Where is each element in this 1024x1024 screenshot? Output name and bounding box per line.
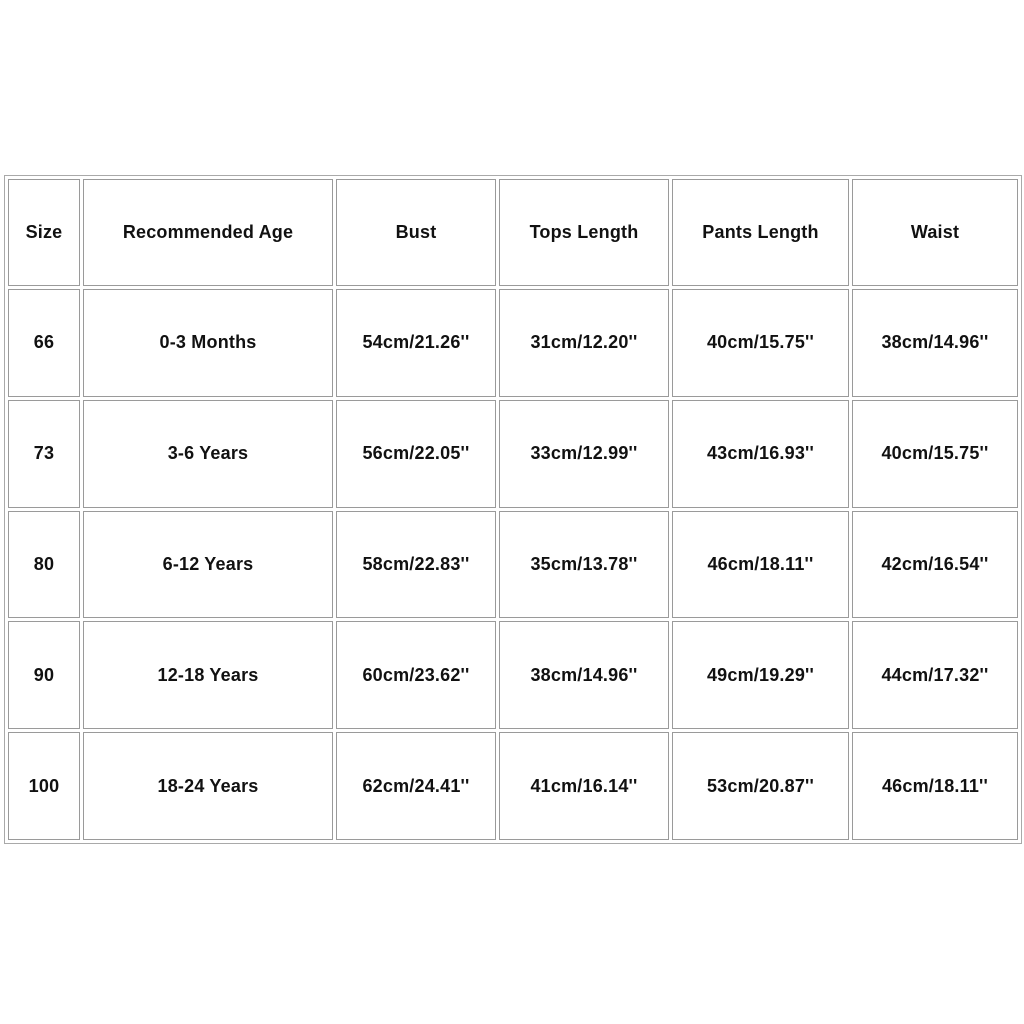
cell-pants-length: 46cm/18.11'' xyxy=(672,511,849,619)
cell-waist: 42cm/16.54'' xyxy=(852,511,1018,619)
header-pants-length: Pants Length xyxy=(672,179,849,286)
cell-pants-length: 40cm/15.75'' xyxy=(672,289,849,397)
header-recommended-age: Recommended Age xyxy=(83,179,333,286)
cell-bust: 58cm/22.83'' xyxy=(336,511,496,619)
cell-waist: 40cm/15.75'' xyxy=(852,400,1018,508)
table-row xyxy=(8,400,1018,508)
cell-size: 90 xyxy=(8,621,80,729)
cell-size: 66 xyxy=(8,289,80,397)
cell-bust: 54cm/21.26'' xyxy=(336,289,496,397)
cell-size: 80 xyxy=(8,511,80,619)
cell-bust: 62cm/24.41'' xyxy=(336,732,496,840)
cell-pants-length: 43cm/16.93'' xyxy=(672,400,849,508)
cell-recommended-age: 3-6 Years xyxy=(83,400,333,508)
table-header-row xyxy=(8,179,1018,286)
table-row xyxy=(8,289,1018,397)
cell-tops-length: 31cm/12.20'' xyxy=(499,289,669,397)
cell-pants-length: 49cm/19.29'' xyxy=(672,621,849,729)
cell-recommended-age: 6-12 Years xyxy=(83,511,333,619)
cell-waist: 46cm/18.11'' xyxy=(852,732,1018,840)
header-size: Size xyxy=(8,179,80,286)
cell-waist: 44cm/17.32'' xyxy=(852,621,1018,729)
cell-bust: 56cm/22.05'' xyxy=(336,400,496,508)
cell-tops-length: 33cm/12.99'' xyxy=(499,400,669,508)
cell-size: 100 xyxy=(8,732,80,840)
cell-recommended-age: 0-3 Months xyxy=(83,289,333,397)
cell-recommended-age: 12-18 Years xyxy=(83,621,333,729)
table-row xyxy=(8,621,1018,729)
cell-tops-length: 35cm/13.78'' xyxy=(499,511,669,619)
cell-recommended-age: 18-24 Years xyxy=(83,732,333,840)
cell-pants-length: 53cm/20.87'' xyxy=(672,732,849,840)
header-waist: Waist xyxy=(852,179,1018,286)
cell-tops-length: 41cm/16.14'' xyxy=(499,732,669,840)
header-tops-length: Tops Length xyxy=(499,179,669,286)
cell-size: 73 xyxy=(8,400,80,508)
size-chart-table xyxy=(4,175,1022,844)
cell-bust: 60cm/23.62'' xyxy=(336,621,496,729)
header-bust: Bust xyxy=(336,179,496,286)
cell-tops-length: 38cm/14.96'' xyxy=(499,621,669,729)
cell-waist: 38cm/14.96'' xyxy=(852,289,1018,397)
table-row xyxy=(8,732,1018,840)
table-row xyxy=(8,511,1018,619)
